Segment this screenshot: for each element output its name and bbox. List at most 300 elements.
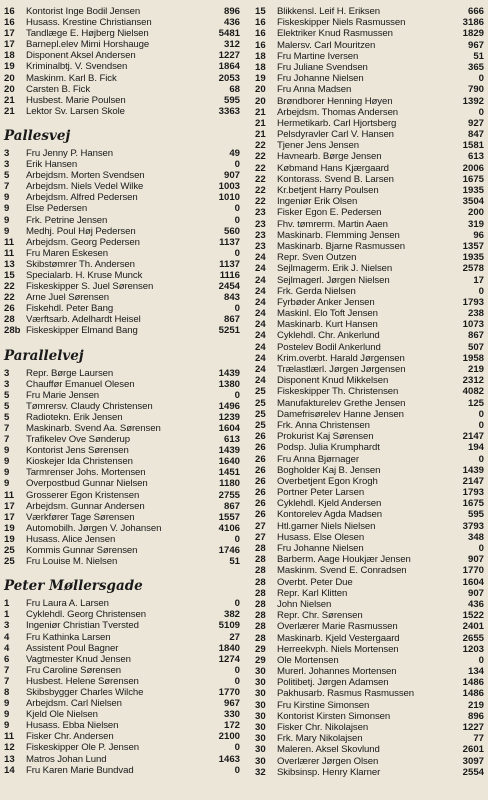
house-number: 24	[255, 364, 266, 375]
house-number: 24	[255, 285, 266, 297]
phone-number: 1439	[462, 464, 484, 476]
house-number: 19	[4, 61, 15, 73]
house-number: 18	[255, 61, 266, 73]
phone-number: 1496	[218, 400, 240, 412]
phone-number: 1203	[462, 643, 484, 655]
directory-entry	[255, 118, 488, 129]
house-number: 9	[4, 214, 10, 226]
phone-number: 2755	[218, 489, 240, 501]
resident-name: Herreekvph. Niels Mortensen	[277, 643, 399, 655]
directory-entry	[4, 181, 244, 192]
house-number: 12	[4, 742, 15, 754]
phone-number: 666	[467, 6, 484, 17]
phone-number: 319	[467, 218, 484, 230]
phone-number: 847	[467, 129, 484, 141]
house-number: 7	[4, 181, 10, 193]
phone-number: 312	[223, 39, 240, 51]
resident-name: Maskinm. Svend E. Conradsen	[277, 565, 407, 577]
resident-name: Frk. Anna Christensen	[277, 419, 370, 431]
phone-number: 1604	[462, 576, 484, 588]
directory-entry	[4, 609, 244, 620]
resident-name: Postelev Bodil Ankerlund	[277, 341, 381, 353]
phone-number: 1180	[219, 478, 240, 490]
resident-name: Fru Caroline Sørensen	[26, 664, 121, 676]
phone-number: 1522	[462, 610, 484, 622]
resident-name: Husbest. Helene Sørensen	[26, 675, 139, 687]
house-number: 15	[255, 6, 266, 17]
phone-number: 595	[467, 509, 484, 521]
directory-entry	[4, 687, 244, 698]
directory-entry	[255, 465, 488, 476]
house-number: 21	[4, 105, 15, 117]
right-column	[244, 0, 488, 800]
directory-entry	[4, 478, 244, 489]
resident-name: Frk. Gerda Nielsen	[277, 285, 356, 297]
house-number: 7	[4, 664, 10, 676]
phone-number: 1380	[218, 378, 240, 390]
directory-entry	[4, 368, 244, 379]
resident-name: Fru Juliane Svendsen	[277, 61, 368, 73]
directory-entry	[255, 386, 488, 397]
directory-entry	[255, 185, 488, 196]
house-number: 9	[4, 698, 10, 710]
house-number: 11	[4, 247, 15, 259]
phone-number: 3186	[462, 17, 484, 29]
phone-number: 436	[467, 598, 484, 610]
house-number: 5	[4, 411, 10, 423]
resident-name: Politibetj. Jørgen Adamsen	[277, 677, 389, 689]
resident-name: Købmand Hans Kjærgaard	[277, 162, 389, 174]
phone-number: 1227	[462, 722, 484, 733]
house-number: 28	[255, 610, 266, 622]
directory-entry	[4, 620, 244, 631]
phone-number: 790	[467, 84, 484, 96]
house-number: 3	[4, 620, 10, 632]
resident-name: Tandlæge E. Højberg Nielsen	[26, 28, 149, 40]
house-number: 16	[4, 6, 15, 17]
phone-number: 1640	[218, 456, 240, 468]
phone-number: 1463	[218, 753, 240, 765]
directory-entry	[255, 319, 488, 330]
directory-entry	[255, 17, 488, 28]
phone-number: 5109	[218, 620, 240, 632]
resident-name: Hermetikarb. Carl Hjortsberg	[277, 117, 397, 129]
directory-entry	[255, 565, 488, 576]
directory-entry	[255, 286, 488, 297]
resident-name: Arbejdsm. Morten Svendsen	[26, 170, 145, 182]
directory-entry	[4, 643, 244, 654]
house-number: 16	[255, 28, 266, 40]
phone-number: 3363	[218, 105, 240, 117]
resident-name: Kontorist Jens Sørensen	[26, 445, 129, 457]
resident-name: Arbejdsm. Alfred Pedersen	[26, 192, 138, 204]
house-number: 11	[4, 731, 15, 743]
phone-number: 51	[473, 50, 484, 62]
phone-number: 17	[473, 274, 484, 286]
phone-number: 1486	[462, 677, 484, 689]
resident-name: Fru Louise M. Nielsen	[26, 556, 118, 568]
phone-number: 219	[467, 364, 484, 375]
phone-number: 0	[478, 73, 484, 85]
directory-entry	[4, 170, 244, 181]
resident-name: Kommis Gunnar Sørensen	[26, 545, 138, 557]
house-number: 28	[255, 632, 266, 644]
directory-entry	[255, 756, 488, 767]
resident-name: Else Pedersen	[26, 203, 88, 215]
directory-entry	[4, 654, 244, 665]
resident-name: Fisker Chr. Nikolajsen	[277, 722, 369, 733]
phone-number: 560	[223, 225, 240, 237]
directory-entry	[255, 308, 488, 319]
phone-number: 2147	[462, 431, 484, 443]
resident-name: Bogholder Kaj B. Jensen	[277, 464, 381, 476]
resident-name: Prokurist Kaj Sørensen	[277, 431, 374, 443]
house-number: 1	[4, 609, 10, 621]
house-number: 30	[255, 733, 266, 745]
directory-entry	[255, 655, 488, 666]
resident-name: Cyklehdl. Kjeld Andersen	[277, 498, 382, 510]
resident-name: Ole Mortensen	[277, 654, 339, 666]
street-heading: Parallelvej	[4, 347, 84, 364]
directory-entry	[4, 248, 244, 259]
directory-entry	[255, 230, 488, 241]
phone-number: 0	[234, 598, 240, 610]
house-number: 4	[4, 631, 10, 643]
phone-number: 125	[467, 397, 484, 409]
directory-entry	[255, 107, 488, 118]
phone-number: 0	[478, 106, 484, 118]
resident-name: Frk. Mary Nikolajsen	[277, 733, 363, 745]
resident-name: Sejlmagerl. Jørgen Nielsen	[277, 274, 390, 286]
directory-entry	[4, 423, 244, 434]
directory-entry	[255, 521, 488, 532]
house-number: 22	[255, 151, 266, 163]
house-number: 20	[255, 95, 266, 107]
directory-entry	[255, 666, 488, 677]
phone-number: 907	[467, 587, 484, 599]
phone-number: 1486	[462, 688, 484, 700]
resident-name: Kriminalbtj. V. Svendsen	[26, 61, 128, 73]
house-number: 26	[255, 442, 266, 454]
resident-name: Lektor Sv. Larsen Skole	[26, 105, 125, 117]
directory-entry	[4, 445, 244, 456]
directory-entry	[255, 577, 488, 588]
phone-number: 2601	[462, 744, 484, 756]
phone-number: 365	[467, 61, 484, 73]
house-number: 26	[255, 431, 266, 443]
phone-number: 1793	[462, 296, 484, 308]
phone-number: 0	[478, 543, 484, 554]
house-number: 17	[4, 39, 15, 51]
house-number: 21	[255, 117, 266, 129]
house-number: 25	[4, 545, 15, 557]
resident-name: Matros Johan Lund	[26, 753, 107, 765]
phone-number: 967	[467, 39, 484, 51]
phone-number: 1451	[218, 467, 240, 479]
directory-entry	[255, 532, 488, 543]
phone-number: 1581	[462, 140, 484, 152]
resident-name: Repr. Chr. Sørensen	[277, 610, 363, 622]
directory-entry	[4, 314, 244, 325]
house-number: 24	[255, 341, 266, 353]
resident-name: Værkfører Tage Sørensen	[26, 511, 135, 523]
resident-name: Husbest. Marie Poulsen	[26, 94, 126, 106]
directory-entry	[255, 40, 488, 51]
phone-number: 1840	[218, 642, 240, 654]
phone-number: 49	[229, 147, 240, 159]
house-number: 22	[255, 185, 266, 196]
resident-name: Kontorass. Svend B. Larsen	[277, 173, 394, 185]
phone-number: 134	[467, 666, 484, 678]
directory-entry	[255, 353, 488, 364]
resident-name: Arne Juel Sørensen	[26, 292, 109, 304]
directory-entry	[4, 226, 244, 237]
directory-entry	[255, 767, 488, 778]
directory-entry	[255, 621, 488, 632]
resident-name: Fru Maren Eskesen	[26, 247, 109, 259]
directory-entry	[255, 275, 488, 286]
resident-name: Arbejdsm. Gunnar Andersen	[26, 500, 145, 512]
phone-number: 2312	[462, 375, 484, 387]
directory-entry	[255, 51, 488, 62]
directory-entry	[255, 543, 488, 554]
house-number: 13	[4, 753, 15, 765]
directory-entry	[255, 252, 488, 263]
directory-entry	[4, 325, 244, 336]
resident-name: Tarmrenser Johs. Mortensen	[26, 467, 146, 479]
directory-entry	[4, 523, 244, 534]
directory-entry	[4, 765, 244, 776]
directory-entry	[255, 711, 488, 722]
resident-name: Kioskejer Ida Christensen	[26, 456, 133, 468]
house-number: 28	[255, 565, 266, 577]
phone-number: 0	[234, 389, 240, 401]
house-number: 28	[255, 554, 266, 566]
directory-entry	[4, 379, 244, 390]
house-number: 26	[255, 475, 266, 487]
phone-number: 1003	[218, 181, 240, 193]
phone-number: 0	[234, 214, 240, 226]
house-number: 7	[4, 423, 10, 434]
house-number: 17	[4, 511, 15, 523]
directory-entry	[4, 698, 244, 709]
phone-number: 2578	[462, 263, 484, 275]
phone-number: 1137	[219, 258, 240, 270]
directory-entry	[4, 390, 244, 401]
phone-number: 194	[467, 442, 484, 454]
house-number: 25	[4, 556, 15, 568]
directory-entry	[4, 632, 244, 643]
phone-number: 1770	[218, 686, 240, 698]
house-number: 20	[4, 72, 15, 84]
house-number: 32	[255, 766, 266, 778]
phone-number: 507	[467, 341, 484, 353]
phone-number: 967	[223, 698, 240, 710]
phone-number: 5251	[218, 325, 240, 337]
directory-entry	[255, 409, 488, 420]
house-number: 28	[255, 598, 266, 610]
directory-entry	[255, 677, 488, 688]
phone-number: 2006	[462, 162, 484, 174]
house-number: 5	[4, 389, 10, 401]
directory-entry	[4, 95, 244, 106]
resident-name: Fru Jenny P. Hansen	[26, 147, 113, 159]
directory-entry	[4, 754, 244, 765]
resident-name: Trafikelev Ove Sønderup	[26, 434, 130, 446]
resident-name: Fyrbøder Anker Jensen	[277, 296, 375, 308]
house-number: 19	[255, 73, 266, 85]
directory-entry	[255, 196, 488, 207]
directory-entry	[4, 159, 244, 170]
resident-name: Skibsbygger Charles Wilche	[26, 686, 144, 698]
directory-entry	[4, 676, 244, 687]
street-heading: Pallesvej	[4, 127, 71, 144]
house-number: 24	[255, 308, 266, 320]
house-number: 28	[255, 543, 266, 554]
house-number: 26	[255, 509, 266, 521]
resident-name: Fru Karen Marie Bundvad	[26, 764, 134, 776]
resident-name: Husass. Else Olesen	[277, 531, 365, 543]
phone-number: 867	[467, 330, 484, 342]
resident-name: Trælastlærl. Jørgen Jørgensen	[277, 364, 406, 375]
resident-name: Kr.betjent Harry Poulsen	[277, 185, 379, 196]
resident-name: Maskinarb. Svend Aa. Sørensen	[26, 423, 161, 434]
phone-number: 2454	[218, 281, 240, 293]
resident-name: Malersv. Carl Mouritzen	[277, 39, 376, 51]
phone-number: 77	[473, 733, 484, 745]
house-number: 28b	[4, 325, 21, 337]
phone-number: 2401	[462, 621, 484, 633]
directory-entry	[255, 6, 488, 17]
house-number: 22	[4, 292, 15, 304]
directory-entry	[4, 6, 244, 17]
resident-name: Fru Johanne Nielsen	[277, 73, 364, 85]
directory-entry	[255, 207, 488, 218]
house-number: 17	[4, 500, 15, 512]
house-number: 11	[4, 236, 15, 248]
phone-number: 0	[478, 285, 484, 297]
resident-name: Husass. Krestine Christiansen	[26, 17, 152, 29]
directory-entry	[4, 192, 244, 203]
directory-entry	[255, 633, 488, 644]
phone-number: 1116	[219, 269, 240, 281]
house-number: 25	[255, 397, 266, 409]
resident-name: Fiskehdl. Peter Bang	[26, 303, 114, 315]
house-number: 4	[4, 642, 10, 654]
directory-entry	[4, 17, 244, 28]
phone-number: 0	[234, 664, 240, 676]
directory-entry	[4, 731, 244, 742]
house-number: 7	[4, 675, 10, 687]
phone-number: 96	[473, 229, 484, 241]
resident-name: Fru Kathinka Larsen	[26, 631, 111, 643]
house-number: 19	[4, 533, 15, 545]
house-number: 3	[4, 367, 10, 379]
resident-name: John Nielsen	[277, 598, 332, 610]
resident-name: Barnepl.elev Mimi Horshauge	[26, 39, 150, 51]
directory-entry	[255, 498, 488, 509]
house-number: 29	[255, 654, 266, 666]
phone-number: 1357	[462, 240, 484, 252]
directory-entry	[255, 84, 488, 95]
phone-number: 1073	[462, 319, 484, 331]
resident-name: Specialarb. H. Kruse Munck	[26, 269, 143, 281]
house-number: 21	[255, 106, 266, 118]
house-number: 9	[4, 445, 10, 457]
house-number: 3	[4, 159, 10, 171]
house-number: 6	[4, 653, 10, 665]
resident-name: Fru Anna Bjørnager	[277, 453, 359, 465]
directory-entry	[4, 50, 244, 61]
resident-name: Overpostbud Gunnar Nielsen	[26, 478, 148, 490]
directory-entry	[255, 610, 488, 621]
directory-entry	[4, 281, 244, 292]
house-number: 13	[4, 258, 15, 270]
resident-name: Tømrersv. Claudy Christensen	[26, 400, 153, 412]
resident-name: Vagtmester Knud Jensen	[26, 653, 131, 665]
resident-name: Carsten B. Fick	[26, 83, 91, 95]
directory-entry	[4, 61, 244, 72]
phone-number: 1239	[218, 411, 240, 423]
house-number: 23	[255, 207, 266, 219]
directory-entry	[255, 241, 488, 252]
resident-name: Husass. Alice Jensen	[26, 533, 116, 545]
phone-number: 330	[223, 709, 240, 721]
directory-entry	[255, 73, 488, 84]
resident-name: Elektriker Knud Rasmussen	[277, 28, 393, 40]
resident-name: Fru Anna Madsen	[277, 84, 352, 96]
directory-entry	[255, 420, 488, 431]
house-number: 24	[255, 263, 266, 275]
resident-name: Barberm. Aage Houkjær Jensen	[277, 554, 411, 566]
house-number: 23	[255, 229, 266, 241]
phone-number: 1227	[218, 50, 240, 62]
phone-number: 613	[223, 434, 240, 446]
directory-entry	[255, 129, 488, 140]
directory-entry	[4, 28, 244, 39]
house-number: 16	[255, 39, 266, 51]
directory-entry	[4, 73, 244, 84]
resident-name: Manufakturelev Grethe Jensen	[277, 397, 406, 409]
house-number: 30	[255, 666, 266, 678]
house-number: 28	[255, 576, 266, 588]
house-number: 26	[255, 487, 266, 499]
resident-name: Havnearb. Børge Jensen	[277, 151, 382, 163]
phone-number: 348	[467, 531, 484, 543]
directory-entry	[4, 501, 244, 512]
directory-entry	[4, 512, 244, 523]
house-number: 29	[255, 643, 266, 655]
phone-number: 0	[234, 675, 240, 687]
resident-name: Fisker Egon E. Pedersen	[277, 207, 382, 219]
directory-entry	[255, 375, 488, 386]
phone-number: 0	[478, 419, 484, 431]
resident-name: Overbetjent Egon Krogh	[277, 475, 378, 487]
resident-name: Kontorelev Agda Madsen	[277, 509, 383, 521]
directory-entry	[4, 84, 244, 95]
house-number: 26	[4, 303, 15, 315]
house-number: 17	[4, 28, 15, 40]
house-number: 8	[4, 686, 10, 698]
directory-entry	[255, 364, 488, 375]
house-number: 9	[4, 225, 10, 237]
resident-name: Repr. Børge Laursen	[26, 367, 114, 379]
directory-entry	[255, 509, 488, 520]
directory-entry	[255, 700, 488, 711]
phone-number: 0	[478, 453, 484, 465]
house-number: 20	[255, 84, 266, 96]
resident-name: Blikkensl. Leif H. Eriksen	[277, 6, 380, 17]
